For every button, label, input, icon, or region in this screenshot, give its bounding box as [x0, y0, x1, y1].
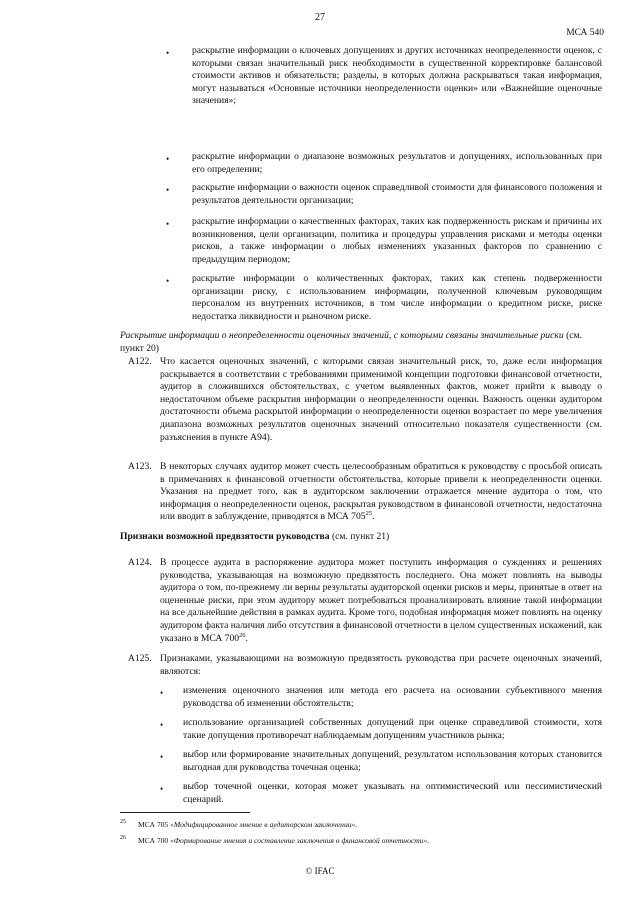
footnote-mark: 26 — [120, 835, 126, 841]
paragraph-text: Что касается оценочных значений, с которыми связан значительный риск, то, даже если информация раскрывается в соответствии с требованиями применимой концепции подготовки финансовой отчетности, аудитор в сложившихся обстоятельствах, с учетом выявленных фактов, может прийти к выводу о недостаточном объеме раскрытия информации о неопределенности оценки. Важность оценки аудитором достаточности объема раскрытой информации о неопределенности оценки возрастает по мере увеличения диапазона возможных результатов оценочных значений относительно показателя существенности (см. разъяснения в пункте A94). — [160, 356, 602, 443]
bullet-icon: • — [160, 784, 164, 794]
footnote-mark: 25 — [120, 819, 126, 825]
page-number: 27 — [315, 12, 325, 23]
section-heading — [120, 330, 598, 355]
footnote-divider — [120, 812, 250, 813]
footnote-ref: 26 — [239, 631, 246, 639]
list-item: использование организацией собственных допущений при оценке справедливой стоимости, хотя такие допущения противоречат наблюдаемым допущениям участников рынка; — [183, 717, 602, 741]
section-heading-title: Раскрытие информации о неопределенности оценочных значений, с которыми связаны значительные риски — [120, 330, 564, 341]
section-heading-ref: (см. пункт 21) — [331, 531, 390, 542]
bullet-icon: • — [166, 219, 170, 229]
list-item: изменения оценочного значения или метода его расчета на основании субъективного мнения руководства об изменении обстоятельств; — [183, 685, 602, 709]
paragraph-number: A122. — [128, 356, 152, 367]
bullet-icon: • — [160, 752, 164, 762]
paragraph-number: A123. — [128, 461, 152, 472]
bullet-icon: • — [166, 185, 170, 195]
list-item: выбор точечной оценки, которая может указывать на оптимистический или пессимистический сценарий. — [183, 781, 602, 805]
list-item: раскрытие информации о качественных факторах, таких как подверженность рискам и причины их возникновения, цели организации, политика и процедуры управления рисками и методы оценки рисков, а также информации о любых изменениях указанных факторов по сравнению с предыдущим периодом; — [192, 216, 602, 265]
paragraph-text: В некоторых случаях аудитор может счесть целесообразным обратиться к руководству с просьбой описать в примечаниях к финансовой отчетности обстоятельства, которые привели к неопределенности оценки. Указания на предмет того, как в аудиторском заключении отражается мнение аудитора о том, что информация о неопределенности оценок, раскрытая руководством в финансовой отчетности, недостаточна или вводит в заблуждение, приводятся в МСА $705^{25}$. — [160, 461, 602, 523]
bullet-icon: • — [166, 48, 170, 58]
list-item: раскрытие информации о диапазоне возможных результатов и допущениях, использованных при его определении; — [192, 151, 602, 175]
bullet-icon: • — [160, 720, 164, 730]
paragraph-number: A125. — [128, 653, 152, 664]
list-item: раскрытие информации о количественных факторах, таких как степень подверженности организации риску, с использованием информации, полученной ключевым руководящим персоналом из внутренних источников, в том числе информации о кредитном риске, риске недостатка ликвидности и рыночном риске. — [192, 273, 602, 322]
bullet-icon: • — [160, 688, 164, 698]
paragraph-text: Признаками, указывающими на возможную предвзятость руководства при расчете оценочных значений, являются: — [160, 653, 602, 677]
section-heading — [120, 531, 598, 544]
copyright: © IFAC — [305, 866, 335, 876]
paragraph-number: A124. — [128, 557, 152, 568]
bullet-icon: • — [166, 154, 170, 164]
section-heading-title: Признаки возможной предвзятости руководства — [120, 531, 330, 542]
list-item: выбор или формирование значительных допущений, результатом использования которых становится выгодная для руководства точечная оценка; — [183, 749, 602, 773]
bullet-icon: • — [166, 276, 170, 286]
standard-reference: МСА 540 — [566, 28, 604, 38]
list-item: раскрытие информации о важности оценок справедливой стоимости для финансового положения и результатов деятельности организации; — [192, 182, 602, 206]
section-heading-ref: (см. пункт 20) — [120, 330, 582, 354]
paragraph-text: В процессе аудита в распоряжение аудитора может поступить информация о суждениях и решениях руководства, указывающая на возможную предвзятость последнего. Она может повлиять на выводы аудитора о том, по-прежнему ли верны результаты аудиторской оценки рисков и меры, принятые в ответ на оцененные риски, при этом аудитору может потребоваться проанализировать влияние такой информации на все дальнейшие действия в рамках аудита. Кроме того, подобная информация может повлиять на оценку аудитором факта наличия либо отсутствия в финансовой отчетности в целом существенных искажений, как указано в МСА $700^{26}$. — [160, 557, 602, 644]
list-item: раскрытие информации о ключевых допущениях и других источниках неопределенности оценок, с которыми связан значительный риск необходимости в существенной корректировке балансовой стоимости активов и обязательств; разделы, в которых должна раскрываться такая информация, могут называться «Основные источники неопределенности оценки» или «Важнейшие оценочные значения»; — [192, 45, 602, 107]
footnote-ref: 25 — [365, 510, 373, 518]
